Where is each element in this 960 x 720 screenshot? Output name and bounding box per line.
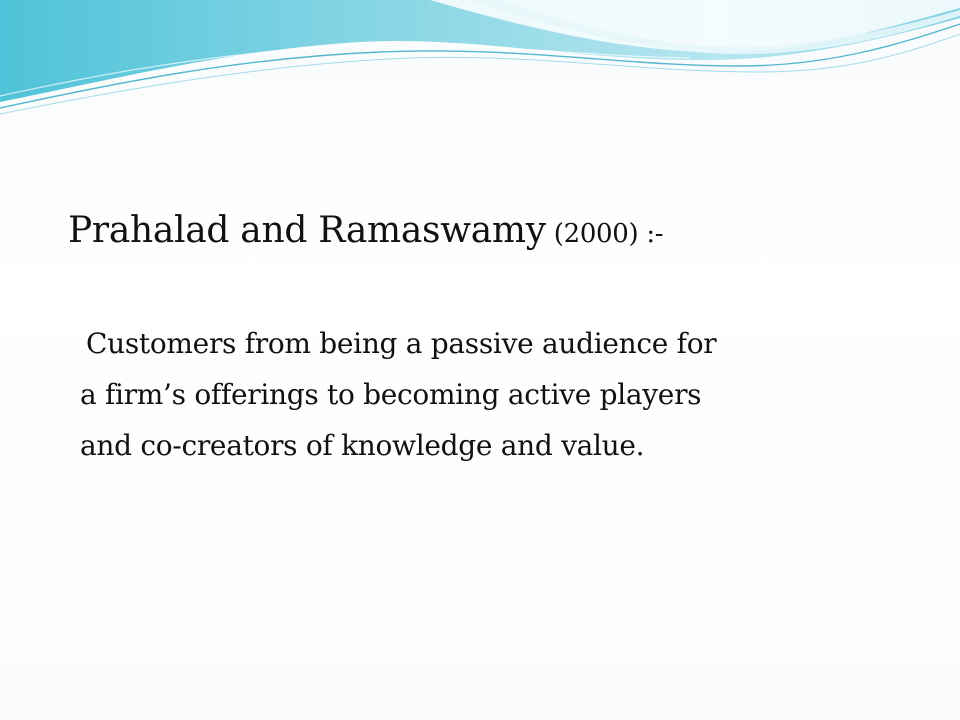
slide-body: [80, 318, 716, 471]
body-line-3: and co-creators of knowledge and value.: [80, 429, 645, 462]
title-authors: Prahalad and Ramaswamy: [68, 210, 546, 251]
slide-title: [68, 210, 663, 251]
body-line-2: a firm’s offerings to becoming active players: [80, 378, 702, 411]
body-line-1: Customers from being a passive audience for: [86, 327, 717, 360]
title-year: (2000) :-: [545, 219, 664, 249]
header-wave-decoration: [0, 0, 960, 130]
